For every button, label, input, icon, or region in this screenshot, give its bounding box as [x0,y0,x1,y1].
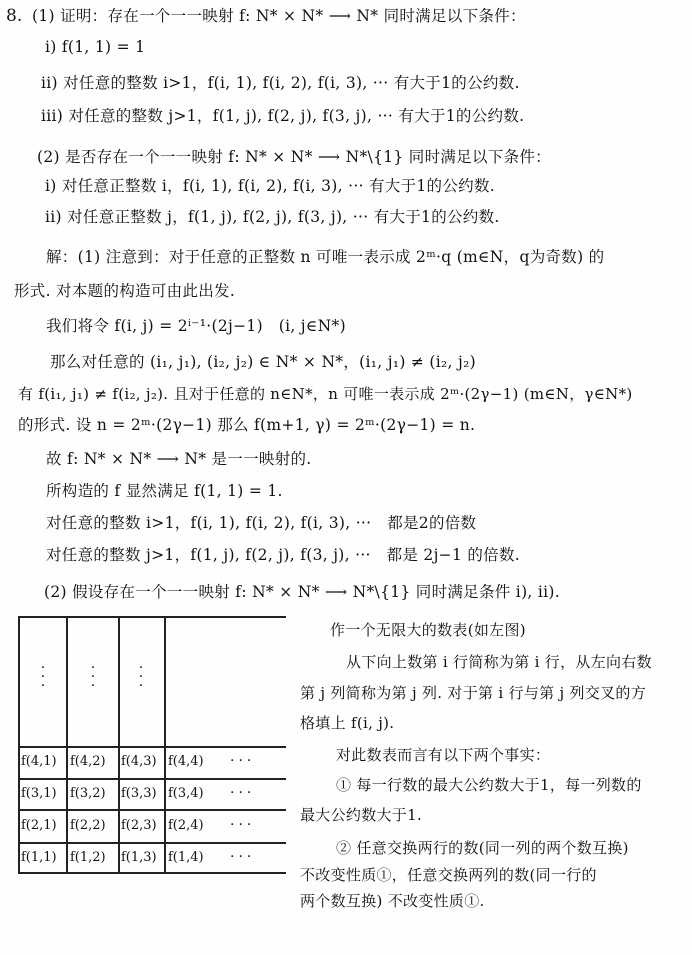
table-cell-f-4-4: f(4,4) [168,754,204,769]
problem-part2-condition-ii: ii) 对任意正整数 j，f(1, j), f(2, j), f(3, j), ··· 有大于1的公约数. [45,208,500,226]
table-rule [164,616,166,874]
table-cell-f-2-2: f(2,2) [70,818,106,833]
table-horizontal-ellipsis: ··· [230,785,256,801]
solution-line-3: 我们将令 f(i, j) = 2ⁱ⁻¹·(2j−1) (i, j∈N*) [46,317,346,335]
infinite-number-table [18,616,286,874]
table-caption-line-3: 第 j 列简称为第 j 列. 对于第 i 行与第 j 列交叉的方 [300,684,647,702]
problem-part1-condition-ii: ii) 对任意的整数 i>1，f(i, 1), f(i, 2), f(i, 3), ··· 有大于1的公约数. [41,74,520,92]
table-rule [18,778,286,780]
problem-part1-title: (1) 证明：存在一个一一映射 f: N* × N* ⟶ N* 同时满足以下条件： [32,7,526,25]
solution-line-6: 的形式. 设 n = 2ᵐ·(2γ−1) 那么 f(m+1, γ) = 2ᵐ·(2γ−1) = n. [18,416,476,434]
table-cell-f-3-2: f(3,2) [70,786,106,801]
table-horizontal-ellipsis: ··· [230,849,256,865]
table-caption-line-5: 对此数表而言有以下两个事实： [336,746,551,764]
table-horizontal-ellipsis: ··· [230,817,256,833]
table-rule [18,872,286,874]
problem-part2-condition-i: i) 对任意正整数 i，f(i, 1), f(i, 2), f(i, 3), ··· 有大于1的公约数. [45,177,495,195]
table-caption-line-2: 从下向上数第 i 行简称为第 i 行，从左向右数 [346,653,652,671]
solution-line-8: 所构造的 f 显然满足 f(1, 1) = 1. [46,482,283,500]
table-vertical-ellipsis: · · · [138,660,144,694]
table-cell-f-2-1: f(2,1) [21,818,57,833]
problem-number: 8. [6,6,23,26]
table-cell-f-2-3: f(2,3) [121,818,157,833]
table-rule [18,616,20,874]
solution-line-7: 故 f: N* × N* ⟶ N* 是一一映射的. [46,450,312,468]
table-caption-line-10: 两个数互换) 不改变性质①. [300,892,485,910]
table-caption-line-4: 格填上 f(i, j). [300,714,395,732]
solution-line-10: 对任意的整数 j>1，f(1, j), f(2, j), f(3, j), ··· 都是 2j−1 的倍数. [46,546,520,564]
table-caption-line-9: 不改变性质①，任意交换两列的数(同一行的 [300,866,597,884]
table-vertical-ellipsis: · · · [40,660,46,694]
table-cell-f-1-2: f(1,2) [70,850,106,865]
table-cell-f-3-3: f(3,3) [121,786,157,801]
solution-line-2: 形式. 对本题的构造可由此出发. [14,282,236,300]
table-cell-f-4-3: f(4,3) [121,754,157,769]
table-rule [118,616,120,874]
table-cell-f-1-4: f(1,4) [168,850,204,865]
table-cell-f-4-1: f(4,1) [21,754,57,769]
table-cell-f-3-4: f(3,4) [168,786,204,801]
solution-line-9: 对任意的整数 i>1，f(i, 1), f(i, 2), f(i, 3), ··· 都是2的倍数 [46,514,477,532]
table-cell-f-4-2: f(4,2) [70,754,106,769]
table-rule [18,842,286,844]
table-cell-f-3-1: f(3,1) [21,786,57,801]
table-horizontal-ellipsis: ··· [230,753,256,769]
solution-line-5: 有 f(i₁, j₁) ≠ f(i₂, j₂). 且对于任意的 n∈N*，n 可唯一表示成 2ᵐ·(2γ−1) (m∈N，γ∈N*) [18,385,633,403]
table-caption-line-6: ① 每一行数的最大公约数大于1，每一列数的 [336,776,642,794]
table-rule [18,809,286,811]
problem-part1-condition-iii: iii) 对任意的整数 j>1，f(1, j), f(2, j), f(3, j), ··· 有大于1的公约数. [41,107,525,125]
table-caption-line-7: 最大公约数大于1. [300,806,423,824]
solution-line-4: 那么对任意的 (i₁, j₁), (i₂, j₂) ∈ N* × N*，(i₁, j₁) ≠ (i₂, j₂) [50,353,476,371]
table-cell-f-1-1: f(1,1) [21,850,57,865]
table-rule [66,616,68,874]
table-cell-f-2-4: f(2,4) [168,818,204,833]
problem-part1-condition-i: i) f(1, 1) = 1 [45,38,146,56]
problem-part2-title: (2) 是否存在一个一一映射 f: N* × N* ⟶ N*\{1} 同时满足以下条件： [37,148,551,166]
table-caption-line-8: ② 任意交换两行的数(同一列的两个数互换) [336,839,629,857]
table-caption-line-1: 作一个无限大的数表(如左图) [330,621,526,639]
table-rule [18,746,286,748]
table-rule [18,616,286,618]
table-vertical-ellipsis: · · · [90,660,96,694]
solution-line-11: (2) 假设存在一个一一映射 f: N* × N* ⟶ N*\{1} 同时满足条件 i), ii). [44,583,560,601]
solution-line-1: 解：(1) 注意到：对于任意的正整数 n 可唯一表示成 2ᵐ·q (m∈N，q为奇数) 的 [46,248,605,266]
table-cell-f-1-3: f(1,3) [121,850,157,865]
